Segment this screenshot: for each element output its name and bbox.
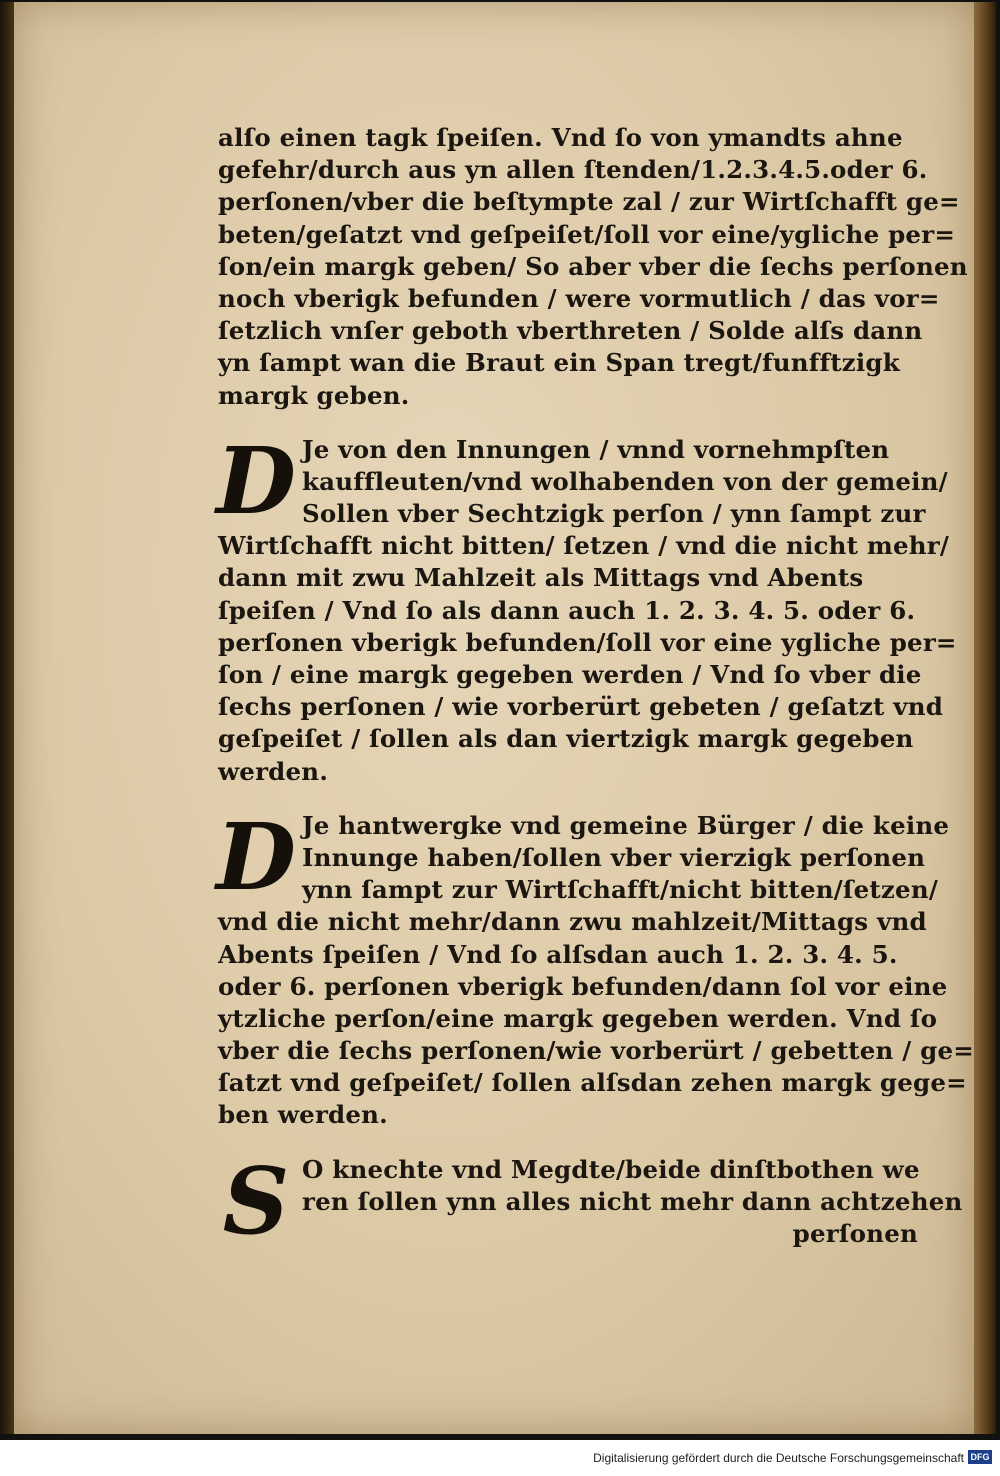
- text-line: oder 6. perſonen vberigk befunden/dann ſol vor eine: [218, 971, 948, 1001]
- text-line: werden.: [218, 756, 329, 786]
- text-line: ynn ſampt zur Wirtſchafft/nicht bitten/ſetzen/: [302, 875, 938, 905]
- text-line: perſonen vberigk befunden/ſoll vor eine ygliche per=: [218, 627, 957, 657]
- text-line: noch vberigk befunden / were vormutlich / das vor=: [218, 283, 940, 313]
- text-line: ſpeiſen / Vnd ſo als dann auch 1. 2. 3. 4. 5. oder 6.: [218, 595, 916, 625]
- text-line: ben werden.: [218, 1100, 388, 1130]
- decorated-initial: S: [222, 1146, 290, 1255]
- paragraph-2: [216, 426, 957, 788]
- text-line: ren ſollen ynn alles nicht mehr dann achtzehen: [302, 1186, 963, 1216]
- text-line: ſon / eine margk gegeben werden / Vnd ſo vber die: [218, 660, 922, 689]
- text-line: vber die ſechs perſonen/wie vorberürt / gebetten / ge=: [218, 1036, 974, 1066]
- text-line: margk geben.: [218, 380, 410, 410]
- text-block: [216, 122, 974, 1255]
- text-line: ytzliche perſon/eine margk gegeben werden. Vnd ſo: [218, 1003, 938, 1033]
- text-line: yn ſampt wan die Braut ein Span tregt/funfftzigk: [218, 348, 900, 378]
- catchword: perſonen: [792, 1219, 918, 1248]
- text-line: geſpeiſet / ſollen als dan viertzigk margk gegeben: [218, 724, 914, 754]
- binding-edge-left: [0, 2, 14, 1434]
- paragraph-4: [218, 1146, 963, 1255]
- text-line: Wirtſchafft nicht bitten/ ſetzen / vnd die nicht mehr/: [218, 531, 950, 561]
- paragraph-3: [216, 802, 974, 1132]
- text-line: vnd die nicht mehr/dann zwu mahlzeit/Mittags vnd: [218, 907, 927, 937]
- text-line: ſechs perſonen / wie vorberürt gebeten / geſatzt vnd: [218, 692, 944, 722]
- text-line: ſatzt vnd geſpeiſet/ ſollen alſsdan zehen margk gege=: [218, 1068, 967, 1098]
- footer-credit: Digitalisierung gefördert durch die Deutsche Forschungsgemeinschaft: [593, 1451, 964, 1465]
- dfg-logo-icon: DFG: [968, 1450, 992, 1464]
- text-line: perſonen/vber die beſtympte zal / zur Wirtſchafft ge=: [218, 187, 960, 217]
- text-line: Innunge haben/ſollen vber vierzigk perſonen: [302, 842, 926, 872]
- decorated-initial: D: [216, 802, 296, 911]
- page-edge-right: [974, 2, 996, 1434]
- text-line: O knechte vnd Megdte/beide dinſtbothen we: [302, 1154, 920, 1184]
- text-line: Je von den Innungen / vnnd vornehmpſten: [302, 434, 890, 464]
- text-line: beten/geſatzt vnd geſpeiſet/ſoll vor eine/ygliche per=: [218, 219, 956, 249]
- text-line: ſon/ein margk geben/ So aber vber die ſechs perſonen: [218, 251, 968, 281]
- text-line: kauffleuten/vnd wolhabenden von der gemein/: [302, 466, 948, 496]
- paragraph-1: [218, 122, 968, 412]
- text-line: Sollen vber Sechtzigk perſon / ynn ſampt zur: [302, 499, 926, 529]
- text-line: alſo einen tagk ſpeiſen. Vnd ſo von ymandts ahne: [218, 123, 903, 152]
- text-line: gefehr/durch aus yn allen ſtenden/1.2.3.4.5.oder 6.: [218, 155, 928, 185]
- text-line: ſetzlich vnſer geboth vberthreten / Solde alſs dann: [218, 316, 923, 346]
- decorated-initial: D: [216, 426, 296, 535]
- text-line: dann mit zwu Mahlzeit als Mittags vnd Abents: [218, 563, 864, 593]
- text-line: Je hantwergke vnd gemeine Bürger / die keine: [302, 810, 950, 840]
- text-line: Abents ſpeiſen / Vnd ſo alſsdan auch 1. 2. 3. 4. 5.: [218, 939, 898, 969]
